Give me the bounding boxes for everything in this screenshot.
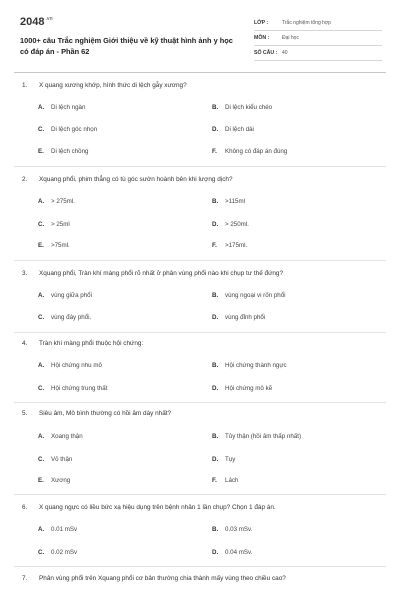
option-text: Tụy bbox=[225, 456, 236, 463]
option-2d[interactable] bbox=[212, 221, 249, 228]
option-text: vùng giữa phổi bbox=[51, 292, 92, 299]
option-2f[interactable] bbox=[212, 242, 247, 249]
option-key: F. bbox=[212, 148, 217, 155]
question-text: Tràn khí màng phổi thuộc hội chứng: bbox=[39, 340, 144, 347]
option-key: A. bbox=[38, 104, 45, 111]
site-logo[interactable] bbox=[20, 16, 53, 28]
meta-row-subject bbox=[254, 31, 382, 46]
meta-value: Trắc nghiệm tổng hợp bbox=[282, 20, 331, 26]
option-key: A. bbox=[38, 198, 45, 205]
logo-text: 2048 bbox=[20, 16, 45, 28]
option-1d[interactable] bbox=[212, 126, 254, 133]
question-number: 4. bbox=[22, 340, 28, 347]
document-header bbox=[20, 16, 382, 66]
option-text: 0.04 mSv. bbox=[225, 549, 253, 556]
option-key: E. bbox=[38, 242, 44, 249]
option-4b[interactable] bbox=[212, 362, 287, 369]
option-text: Tủy thận (hồi âm thấp nhất) bbox=[225, 433, 302, 440]
option-key: E. bbox=[38, 148, 44, 155]
option-key: D. bbox=[212, 126, 219, 133]
option-5f[interactable] bbox=[212, 477, 238, 484]
option-key: C. bbox=[38, 126, 45, 133]
option-5e[interactable] bbox=[38, 477, 70, 484]
option-text: Hội chứng nhu mô bbox=[51, 362, 102, 369]
option-key: B. bbox=[212, 362, 219, 369]
question-text: Xquang phổi, Tràn khí màng phổi rõ nhất ở phân vùng phổi nào khi chụp tư thế đứng? bbox=[39, 270, 284, 277]
option-1f[interactable] bbox=[212, 148, 287, 155]
question-number: 6. bbox=[22, 504, 28, 511]
question-number: 2. bbox=[22, 176, 28, 183]
option-text: > 250ml. bbox=[225, 221, 249, 228]
question-3 bbox=[22, 270, 382, 277]
option-3a[interactable] bbox=[38, 292, 92, 299]
option-text: Lách bbox=[225, 477, 239, 484]
question-1 bbox=[22, 82, 382, 89]
option-text: Xoang thận bbox=[51, 433, 83, 440]
option-text: >75ml. bbox=[51, 242, 70, 249]
option-key: D. bbox=[212, 221, 219, 228]
question-number: 1. bbox=[22, 82, 28, 89]
option-key: B. bbox=[212, 292, 219, 299]
option-1e[interactable] bbox=[38, 148, 89, 155]
option-5b[interactable] bbox=[212, 433, 301, 440]
question-text: Phân vùng phổi trên Xquang phổi cơ bản thường chia thành mấy vùng theo chiều cao? bbox=[39, 575, 286, 582]
option-4c[interactable] bbox=[38, 385, 107, 392]
logo-suffix: .vn bbox=[45, 16, 53, 23]
question-text: Siêu âm, Mô bình thường có hồi âm dày nhất? bbox=[39, 410, 172, 417]
option-key: F. bbox=[212, 242, 217, 249]
question-separator bbox=[14, 166, 386, 167]
question-separator bbox=[14, 566, 386, 567]
option-text: Hội chứng mô kẽ bbox=[225, 385, 273, 392]
meta-key: LỚP : bbox=[254, 20, 269, 26]
option-text: >175ml. bbox=[225, 242, 248, 249]
option-text: 0.01 mSv bbox=[51, 526, 78, 533]
option-key: C. bbox=[38, 549, 45, 556]
option-text: Vỏ thận bbox=[51, 456, 73, 463]
option-1b[interactable] bbox=[212, 104, 272, 111]
option-text: Không có đáp án đúng bbox=[225, 148, 288, 155]
question-6 bbox=[22, 504, 382, 511]
option-text: Di lệch dài bbox=[225, 126, 254, 133]
option-key: C. bbox=[38, 314, 45, 321]
option-1c[interactable] bbox=[38, 126, 97, 133]
option-text: 0.02 mSv bbox=[51, 549, 78, 556]
question-separator bbox=[14, 402, 386, 403]
header-divider bbox=[14, 72, 386, 73]
option-key: A. bbox=[38, 292, 45, 299]
option-3d[interactable] bbox=[212, 314, 265, 321]
option-key: A. bbox=[38, 433, 45, 440]
question-number: 7. bbox=[22, 575, 28, 582]
meta-key: MÔN : bbox=[254, 35, 270, 41]
option-text: vùng đỉnh phổi bbox=[225, 314, 266, 321]
option-key: E. bbox=[38, 477, 44, 484]
option-text: Di lệch góc nhọn bbox=[51, 126, 98, 133]
option-key: B. bbox=[212, 526, 219, 533]
option-text: Xương bbox=[51, 477, 71, 484]
option-text: > 25ml bbox=[51, 221, 70, 228]
question-separator bbox=[14, 260, 386, 261]
option-2a[interactable] bbox=[38, 198, 75, 205]
option-2c[interactable] bbox=[38, 221, 70, 228]
option-key: D. bbox=[212, 456, 219, 463]
question-2 bbox=[22, 176, 382, 183]
option-6b[interactable] bbox=[212, 526, 252, 533]
option-text: > 275ml. bbox=[51, 198, 75, 205]
option-text: >115ml bbox=[225, 198, 246, 205]
option-2e[interactable] bbox=[38, 242, 70, 249]
option-key: F. bbox=[212, 477, 217, 484]
question-5 bbox=[22, 410, 382, 417]
meta-key: SỐ CÂU : bbox=[254, 50, 278, 56]
option-text: Hội chứng trung thất bbox=[51, 385, 108, 392]
option-4a[interactable] bbox=[38, 362, 102, 369]
option-key: B. bbox=[212, 433, 219, 440]
option-key: A. bbox=[38, 362, 45, 369]
meta-value: 40 bbox=[282, 50, 288, 56]
question-separator bbox=[14, 494, 386, 495]
meta-row-class bbox=[254, 16, 382, 31]
option-6c[interactable] bbox=[38, 549, 77, 556]
option-3c[interactable] bbox=[38, 314, 91, 321]
option-key: B. bbox=[212, 198, 219, 205]
question-number: 3. bbox=[22, 270, 28, 277]
option-key: C. bbox=[38, 456, 45, 463]
question-text: X quang xương khớp, hình thức di lệch gẫy xương? bbox=[39, 82, 187, 89]
question-4 bbox=[22, 340, 382, 347]
option-text: Di lệch chồng bbox=[51, 148, 89, 155]
option-key: D. bbox=[212, 385, 219, 392]
document-title: 1000+ câu Trắc nghiệm Giới thiệu về kỹ thuật hình ảnh y học có đáp án - Phần 62 bbox=[20, 36, 233, 56]
option-text: Hội chứng thành ngực bbox=[225, 362, 287, 369]
meta-row-count bbox=[254, 46, 382, 61]
option-2b[interactable] bbox=[212, 198, 245, 205]
option-5c[interactable] bbox=[38, 456, 72, 463]
question-separator bbox=[14, 332, 386, 333]
question-text: Xquang phổi, phim thẳng có tù góc sườn hoành bên khi lượng dịch? bbox=[39, 176, 233, 183]
option-key: B. bbox=[212, 104, 219, 111]
option-4d[interactable] bbox=[212, 385, 272, 392]
option-key: C. bbox=[38, 385, 45, 392]
option-5d[interactable] bbox=[212, 456, 235, 463]
option-3b[interactable] bbox=[212, 292, 286, 299]
option-6d[interactable] bbox=[212, 549, 252, 556]
question-number: 5. bbox=[22, 410, 28, 417]
meta-table bbox=[254, 16, 382, 61]
meta-value: Đại học bbox=[282, 35, 299, 41]
question-7 bbox=[22, 575, 382, 582]
option-text: vùng ngoại vi rốn phổi bbox=[225, 292, 286, 299]
option-key: D. bbox=[212, 314, 219, 321]
option-key: A. bbox=[38, 526, 45, 533]
option-key: C. bbox=[38, 221, 45, 228]
option-6a[interactable] bbox=[38, 526, 77, 533]
option-text: Di lệch ngàn bbox=[51, 104, 86, 111]
option-text: 0.03 mSv. bbox=[225, 526, 253, 533]
option-key: D. bbox=[212, 549, 219, 556]
option-1a[interactable] bbox=[38, 104, 85, 111]
question-text: X quang ngực có liều bức xạ hiệu dụng trên bệnh nhân 1 lần chụp? Chọn 1 đáp án. bbox=[39, 504, 276, 511]
option-5a[interactable] bbox=[38, 433, 83, 440]
option-text: vùng đáy phổi. bbox=[51, 314, 92, 321]
option-text: Di lệch kiểu chéo bbox=[225, 104, 273, 111]
